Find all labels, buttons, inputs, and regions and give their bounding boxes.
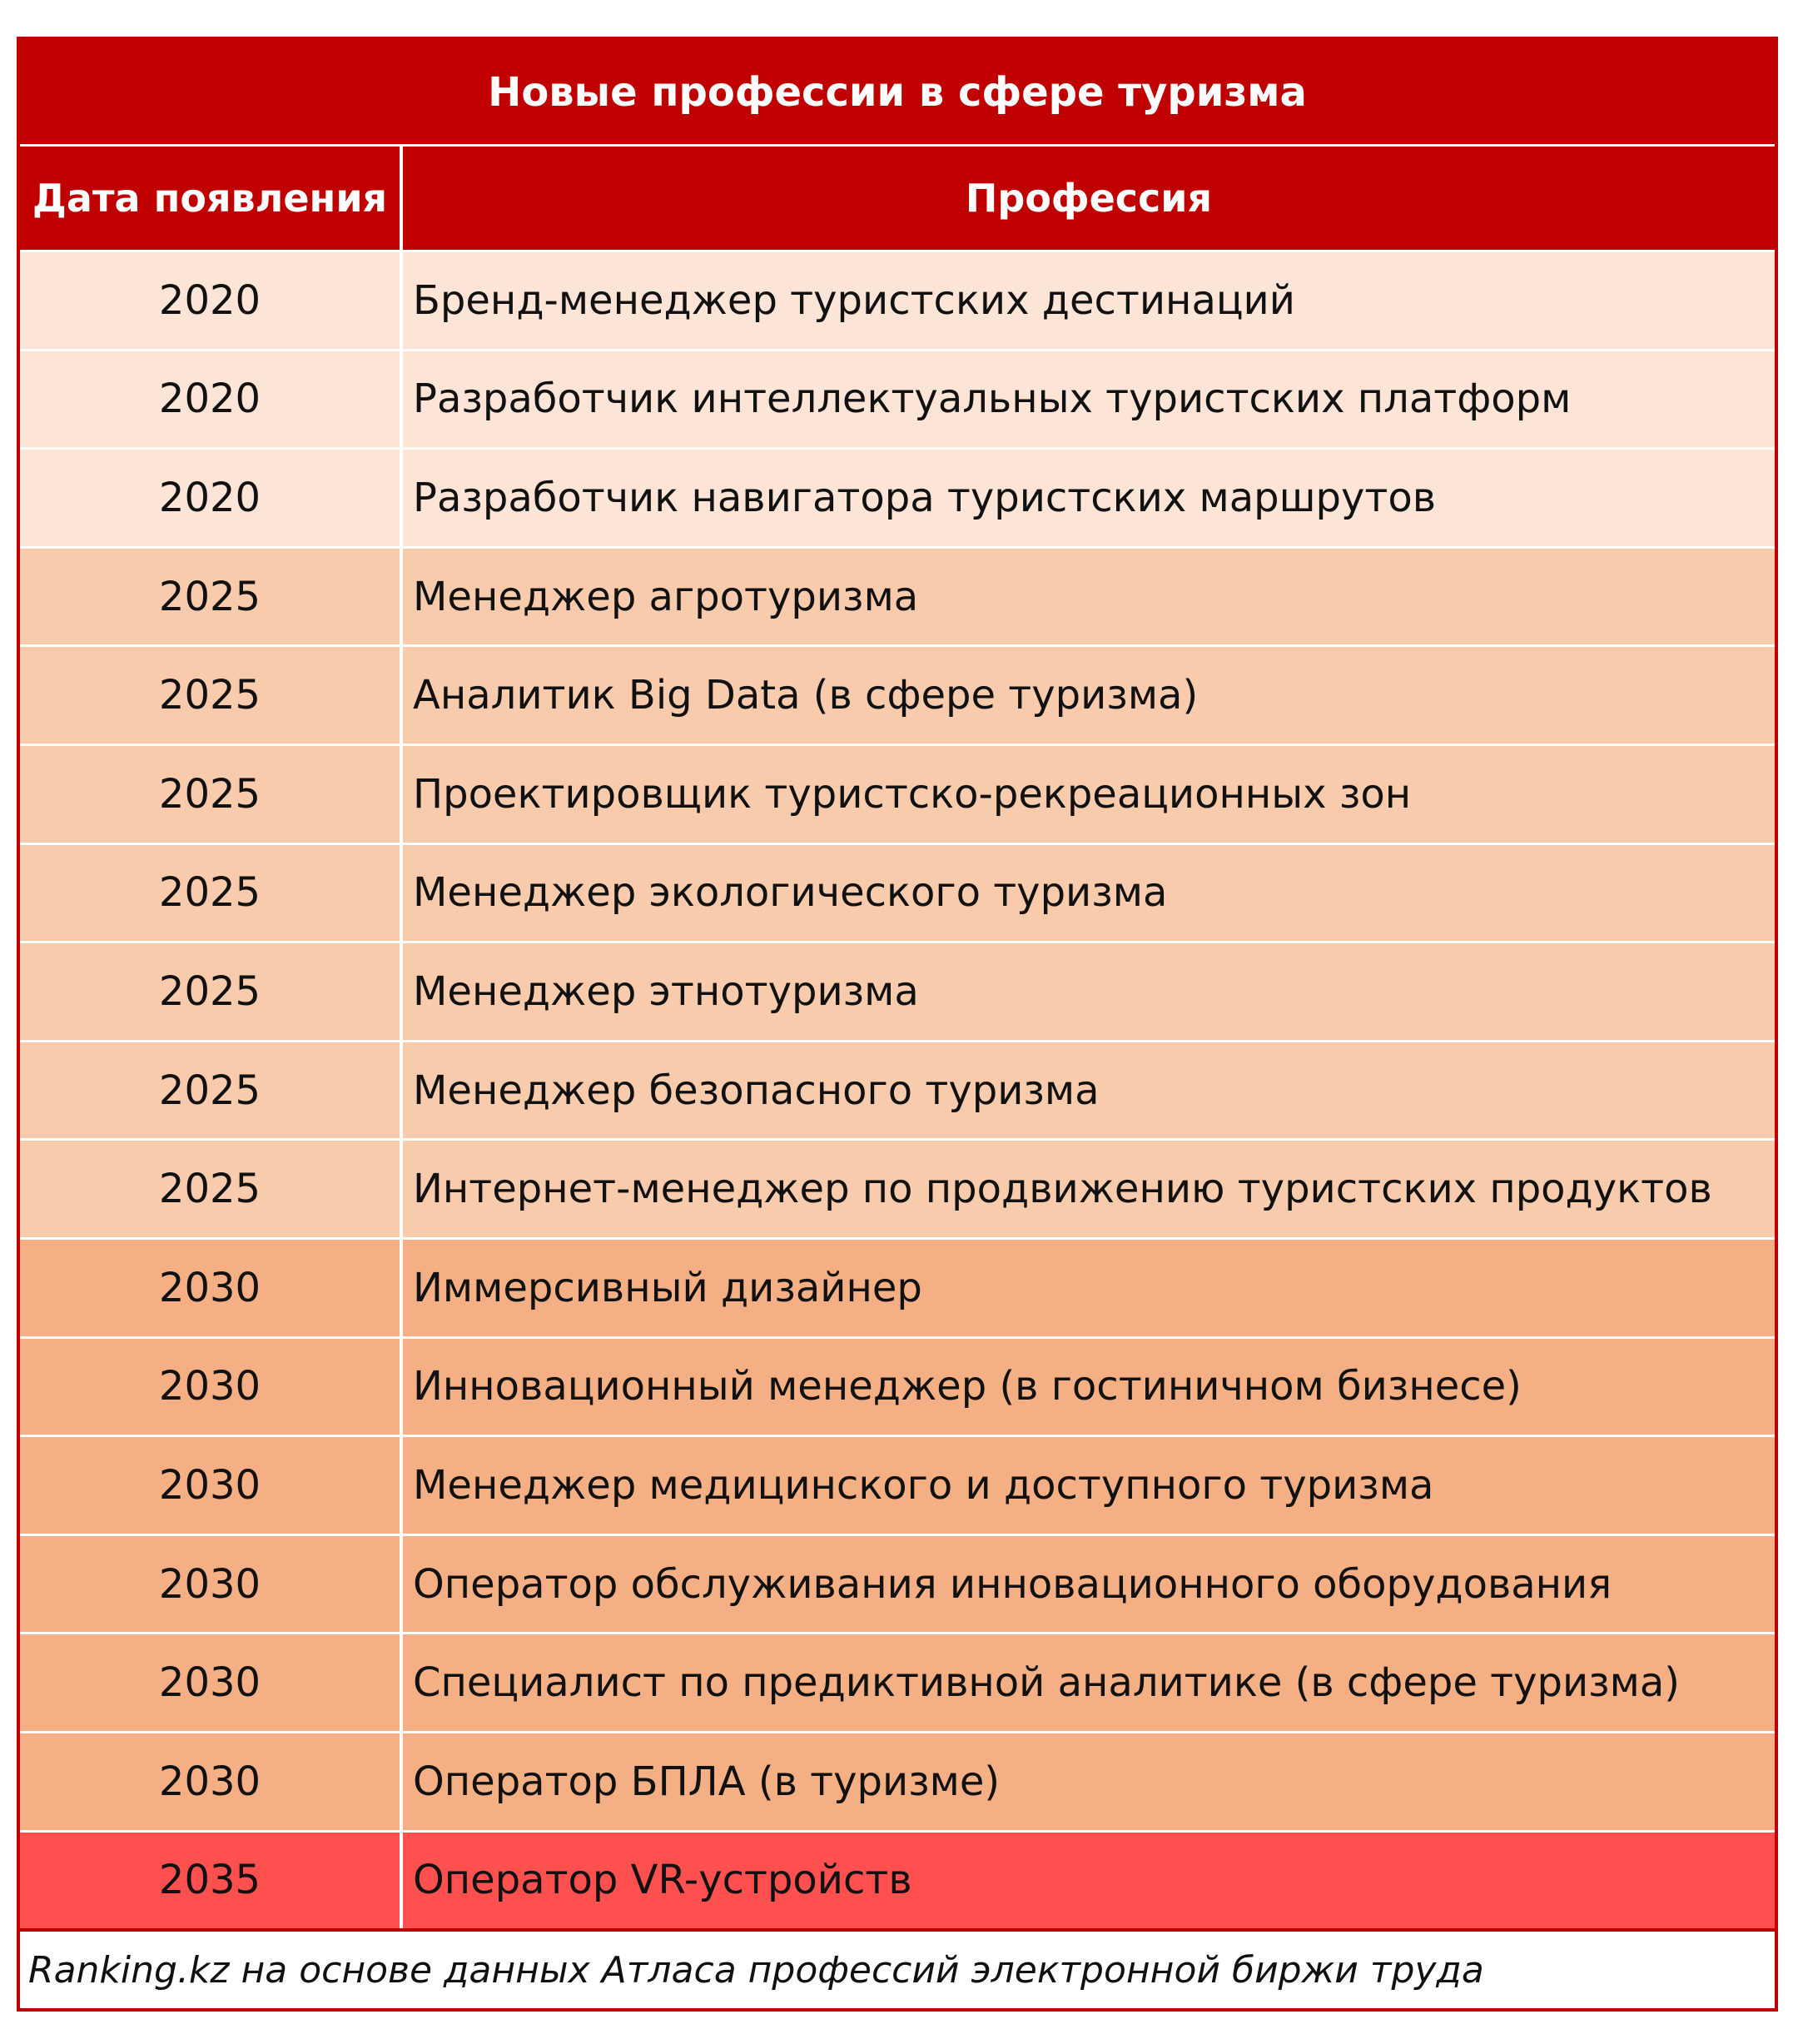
- table-row: [20, 1336, 1775, 1435]
- cell-year: 2030: [20, 1437, 403, 1534]
- cell-profession: Бренд-менеджер туристских дестинаций: [413, 276, 1295, 324]
- table-row: [20, 1632, 1775, 1731]
- table-row: [20, 546, 1775, 645]
- table-header-row: [20, 147, 1775, 250]
- cell-year: 2030: [20, 1339, 403, 1435]
- cell-year: 2020: [20, 351, 403, 448]
- cell-year: 2025: [20, 746, 403, 843]
- cell-year: 2020: [20, 252, 403, 349]
- table-row: [20, 1435, 1775, 1534]
- table-row: [20, 1830, 1775, 1929]
- table-row: [20, 447, 1775, 546]
- source-note: Ranking.kz на основе данных Атласа профессий электронной биржи труда: [20, 1928, 1775, 2008]
- cell-profession: Оператор VR-устройств: [413, 1857, 912, 1904]
- cell-profession: Интернет-менеджер по продвижению туристских продуктов: [413, 1166, 1712, 1213]
- cell-profession: Разработчик интеллектуальных туристских платформ: [413, 375, 1572, 423]
- cell-year: 2030: [20, 1536, 403, 1633]
- cell-year: 2030: [20, 1733, 403, 1830]
- table-row: [20, 1731, 1775, 1830]
- table-row: [20, 349, 1775, 448]
- cell-year: 2025: [20, 845, 403, 942]
- cell-year: 2025: [20, 1042, 403, 1139]
- cell-profession: Менеджер этнотуризма: [413, 967, 919, 1015]
- column-header-profession: Профессия: [965, 176, 1213, 221]
- cell-year: 2025: [20, 943, 403, 1040]
- cell-profession: Разработчик навигатора туристских маршрутов: [413, 474, 1437, 521]
- cell-profession: Инновационный менеджер (в гостиничном бизнесе): [413, 1363, 1522, 1410]
- cell-profession: Менеджер медицинского и доступного туризма: [413, 1461, 1434, 1509]
- cell-profession: Менеджер агротуризма: [413, 573, 919, 620]
- cell-year: 2025: [20, 1141, 403, 1237]
- table-row: [20, 1040, 1775, 1139]
- cell-profession: Оператор БПЛА (в туризме): [413, 1758, 1001, 1805]
- cell-profession: Специалист по предиктивной аналитике (в сфере туризма): [413, 1659, 1681, 1707]
- table-row: [20, 743, 1775, 843]
- table-row: [20, 644, 1775, 743]
- cell-year: 2025: [20, 647, 403, 743]
- table-body: [20, 250, 1775, 1928]
- cell-profession: Проектировщик туристско-рекреационных зон: [413, 770, 1412, 818]
- cell-profession: Аналитик Big Data (в сфере туризма): [413, 672, 1199, 719]
- cell-profession: Оператор обслуживания инновационного оборудования: [413, 1560, 1612, 1608]
- column-header-date: Дата появления: [20, 147, 403, 250]
- table-row: [20, 1138, 1775, 1237]
- cell-profession: Менеджер экологического туризма: [413, 869, 1168, 917]
- table-title: Новые профессии в сфере туризма: [20, 40, 1775, 147]
- cell-year: 2035: [20, 1833, 403, 1929]
- cell-year: 2020: [20, 450, 403, 546]
- professions-table: [17, 37, 1778, 2012]
- cell-profession: Менеджер безопасного туризма: [413, 1067, 1100, 1114]
- cell-year: 2030: [20, 1240, 403, 1336]
- table-row: [20, 843, 1775, 942]
- cell-year: 2025: [20, 549, 403, 645]
- table-row: [20, 941, 1775, 1040]
- table-row: [20, 1237, 1775, 1336]
- table-row: [20, 250, 1775, 349]
- cell-profession: Иммерсивный дизайнер: [413, 1264, 922, 1311]
- cell-year: 2030: [20, 1634, 403, 1731]
- table-row: [20, 1534, 1775, 1633]
